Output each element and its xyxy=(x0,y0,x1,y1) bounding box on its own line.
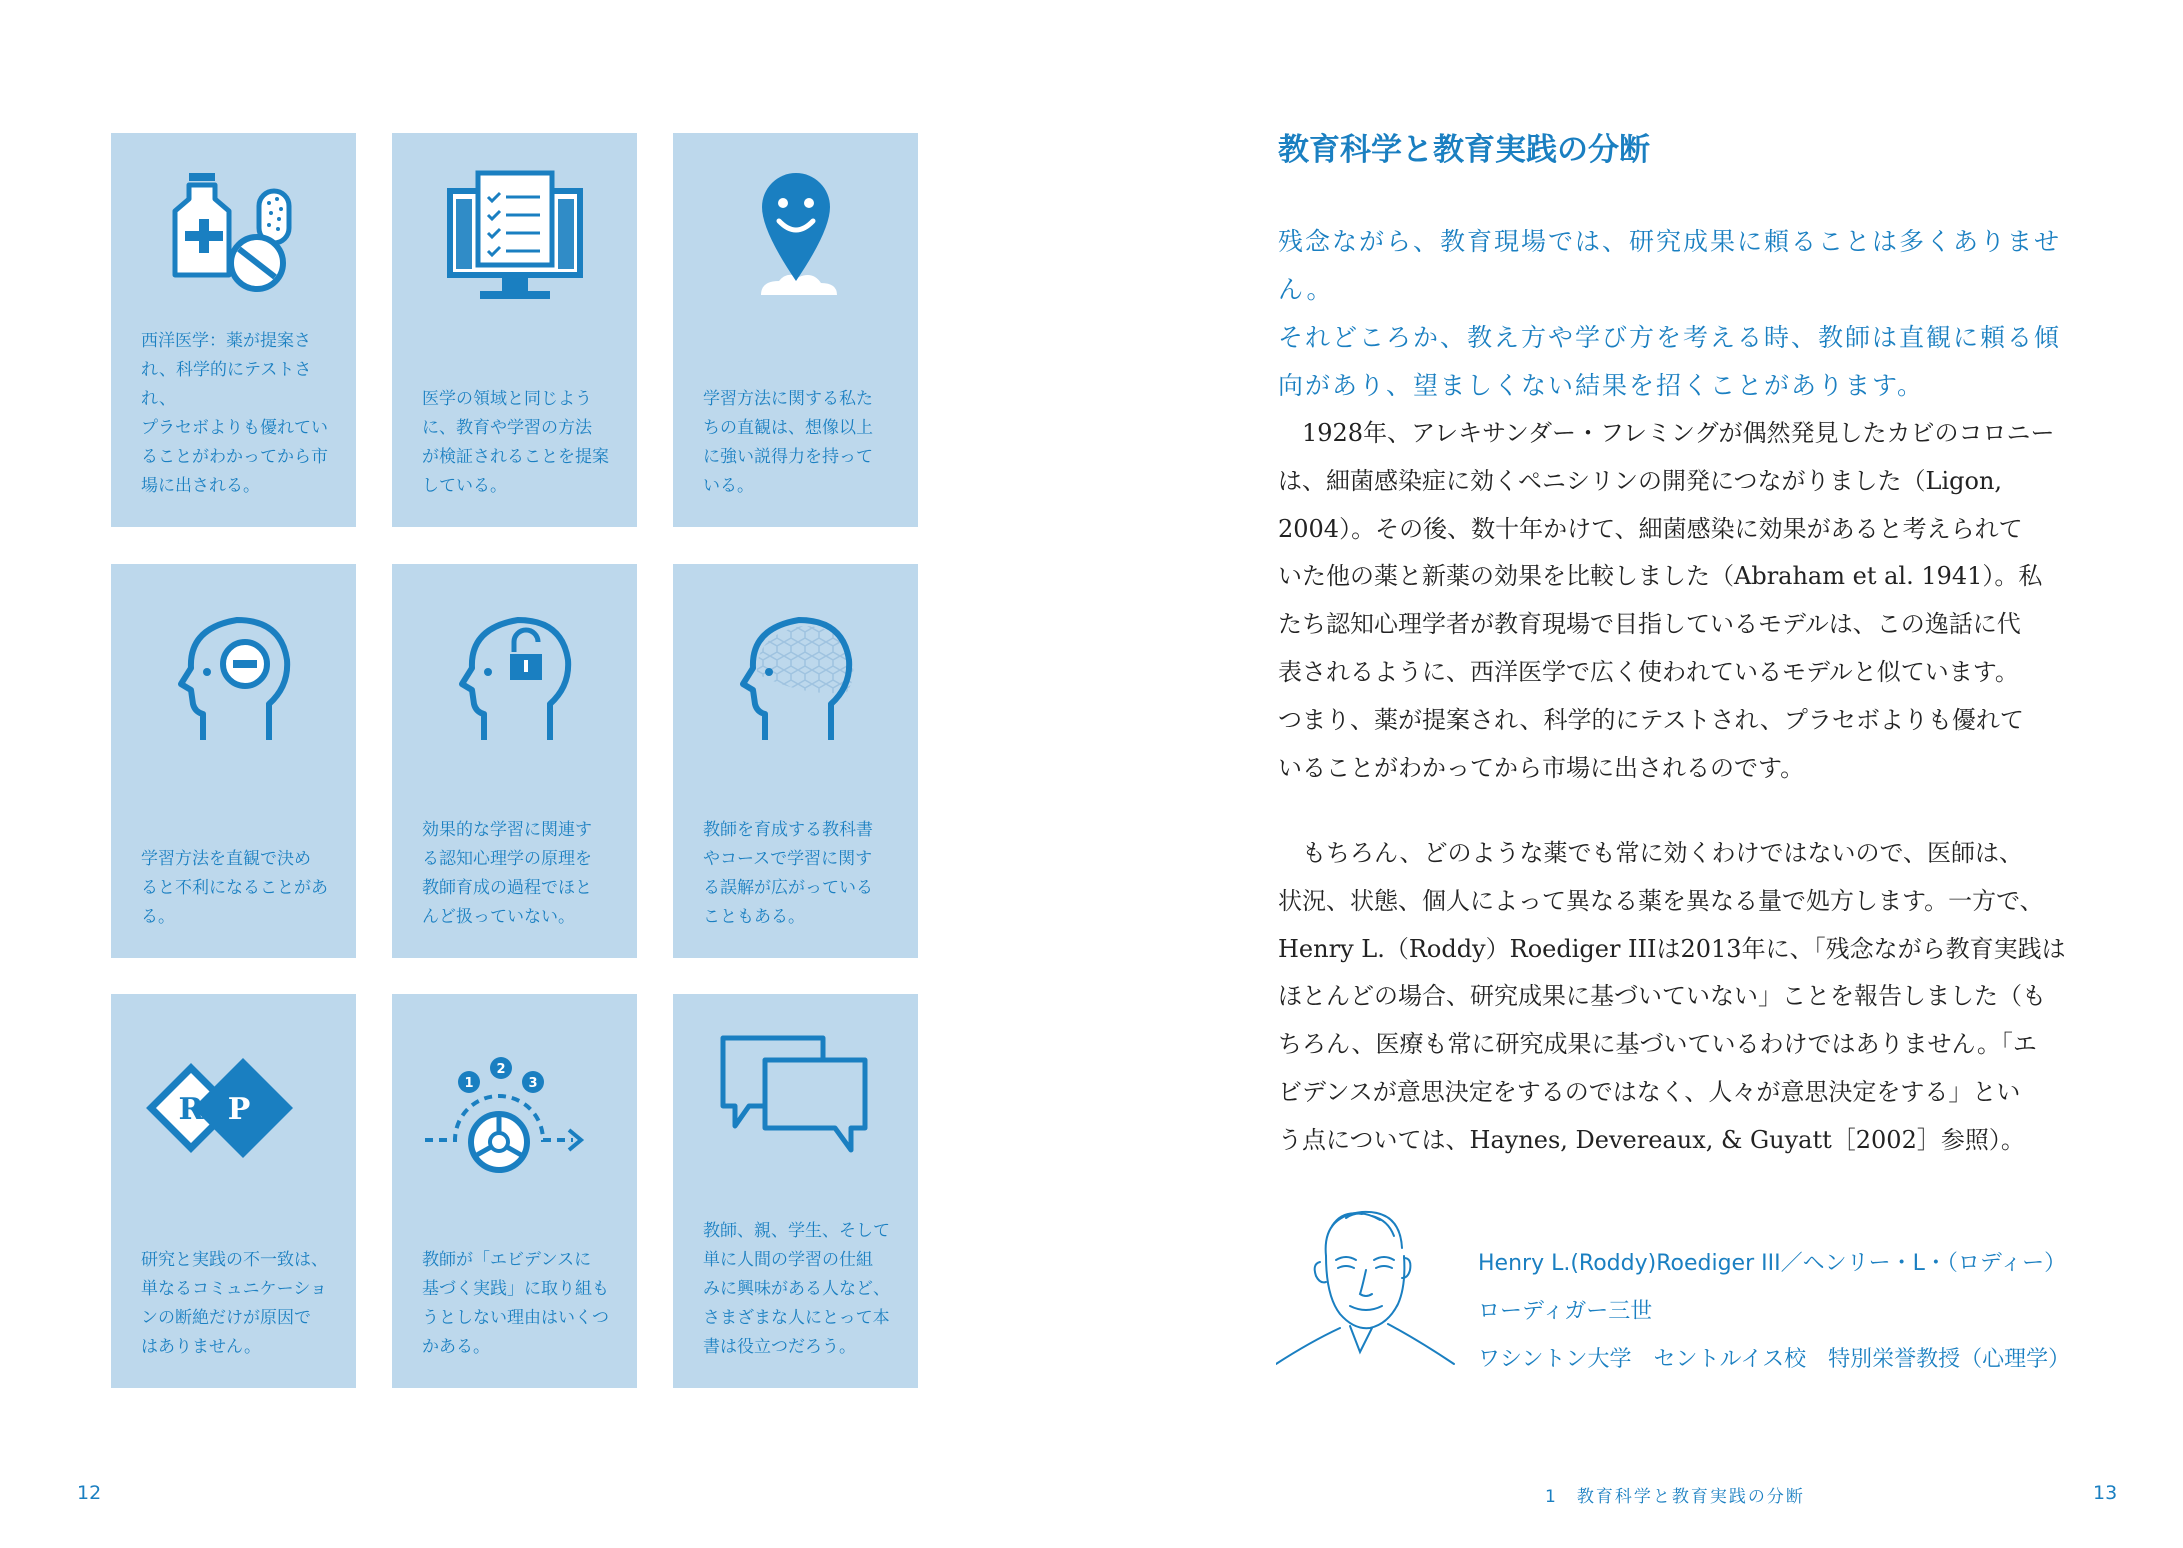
card-caption: 教師が「エビデンスに 基づく実践」に取り組も うとしない理由はいくつ かある。 xyxy=(422,1250,609,1357)
card-caption: 効果的な学習に関連す る認知心理学の原理を 教師育成の過程でほと んど扱っていない。 xyxy=(422,820,592,927)
profile-affiliation: ワシントン大学 セントルイス校 特別栄誉教授（心理学） xyxy=(1478,1347,2071,1372)
page-number-right: 13 xyxy=(2093,1482,2118,1504)
head-unlock-icon xyxy=(392,600,637,760)
body-paragraph-2: もちろん、どのような薬でも常に効くわけではないので、医師は、 状況、状態、個人によって異なる薬を異なる量で処方します。一方で、 Henry L.（Roddy）Roediger IIIは2013年に、「残念ながら教育実践は ほとんどの場合、研究成果に基づいていない」ことを報告しました（も ちろん、医療も常に研究成果に基づいているわけではありません。「エ ビデンスが意思決定をするのではなく、人々が意思決定をする」とい う点については、Haynes, Devereaux, & Guyatt［2002］参照）。 xyxy=(1278,839,2066,1154)
step-1-label: 1 xyxy=(463,1076,474,1091)
medicine-icon xyxy=(111,169,356,329)
card-research-practice-gap xyxy=(111,994,356,1388)
step-2-label: 2 xyxy=(495,1062,506,1077)
card-western-medicine xyxy=(111,133,356,527)
profile-name-line1: Henry L.(Roddy)Roediger III／ヘンリー・L・（ロディー） xyxy=(1478,1251,2067,1276)
card-misconceptions xyxy=(673,564,918,958)
portrait-illustration xyxy=(1276,1196,1456,1370)
lead-paragraph: 残念ながら、教育現場では、研究成果に頼ることは多くありません。 それどころか、教え方や学び方を考える時、教師は直観に頼る傾 向があり、望ましくない結果を招くことがあります。 xyxy=(1278,227,2062,400)
head-brain-pattern-icon xyxy=(673,600,918,760)
page-number-left: 12 xyxy=(77,1482,102,1504)
card-caption: 教師、親、学生、そして 単に人間の学習の仕組 みに興味がある人など、 さまざまな人にとって本 書は役立つだろう。 xyxy=(703,1221,890,1357)
process-steps-icon xyxy=(392,1030,637,1190)
step-3-label: 3 xyxy=(527,1076,538,1091)
running-head: 1 教育科学と教育実践の分断 xyxy=(1545,1487,1805,1507)
card-intuition xyxy=(673,133,918,527)
card-caption: 西洋医学：薬が提案さ れ、科学的にテストされ、 プラセボよりも優れてい ることがわかってから市 場に出される。 xyxy=(141,331,328,496)
card-caption: 学習方法に関する私た ちの直観は、想像以上 に強い説得力を持って いる。 xyxy=(703,389,873,496)
card-intuition-disadvantage xyxy=(111,564,356,958)
speech-bubbles-icon xyxy=(673,1030,918,1190)
card-evidence-based xyxy=(392,994,637,1388)
card-caption: 医学の領域と同じよう に、教育や学習の方法 が検証されることを提案 している。 xyxy=(422,389,609,496)
rp-logo-icon xyxy=(111,1030,356,1190)
head-minus-icon xyxy=(111,600,356,760)
rp-r-letter: R xyxy=(178,1092,203,1127)
profile-name-line2: ローディガー三世 xyxy=(1478,1299,1653,1324)
card-caption: 研究と実践の不一致は、 単なるコミュニケーショ ンの断絶だけが原因で はありません。 xyxy=(141,1250,328,1357)
card-caption: 学習方法を直観で決め ると不利になることがある。 xyxy=(141,849,328,927)
rp-p-letter: P xyxy=(227,1092,250,1127)
smiley-pin-icon xyxy=(673,169,918,329)
section-heading: 教育科学と教育実践の分断 xyxy=(1278,132,1650,168)
computer-checklist-icon xyxy=(392,169,637,329)
body-paragraph-1: 1928年、アレキサンダー・フレミングが偶然発見したカビのコロニー は、細菌感染症に効くペニシリンの開発につながりました（Ligon, 2004）。その後、数十年かけて、細菌感染に効果があると考えられて いた他の薬と新薬の効果を比較しました（Abraham et al. 1941）。私 たち認知心理学者が教育現場で目指しているモデルは、この逸話に代 表されるように、西洋医学で広く使われているモデルと似ています。 つまり、薬が提案され、科学的にテストされ、プラセボよりも優れて いることがわかってから市場に出されるのです。 xyxy=(1278,419,2055,782)
card-method-verification xyxy=(392,133,637,527)
card-audience xyxy=(673,994,918,1388)
card-caption: 教師を育成する教科書 やコースで学習に関す る誤解が広がっている こともある。 xyxy=(703,820,873,927)
card-cognitive-principles xyxy=(392,564,637,958)
